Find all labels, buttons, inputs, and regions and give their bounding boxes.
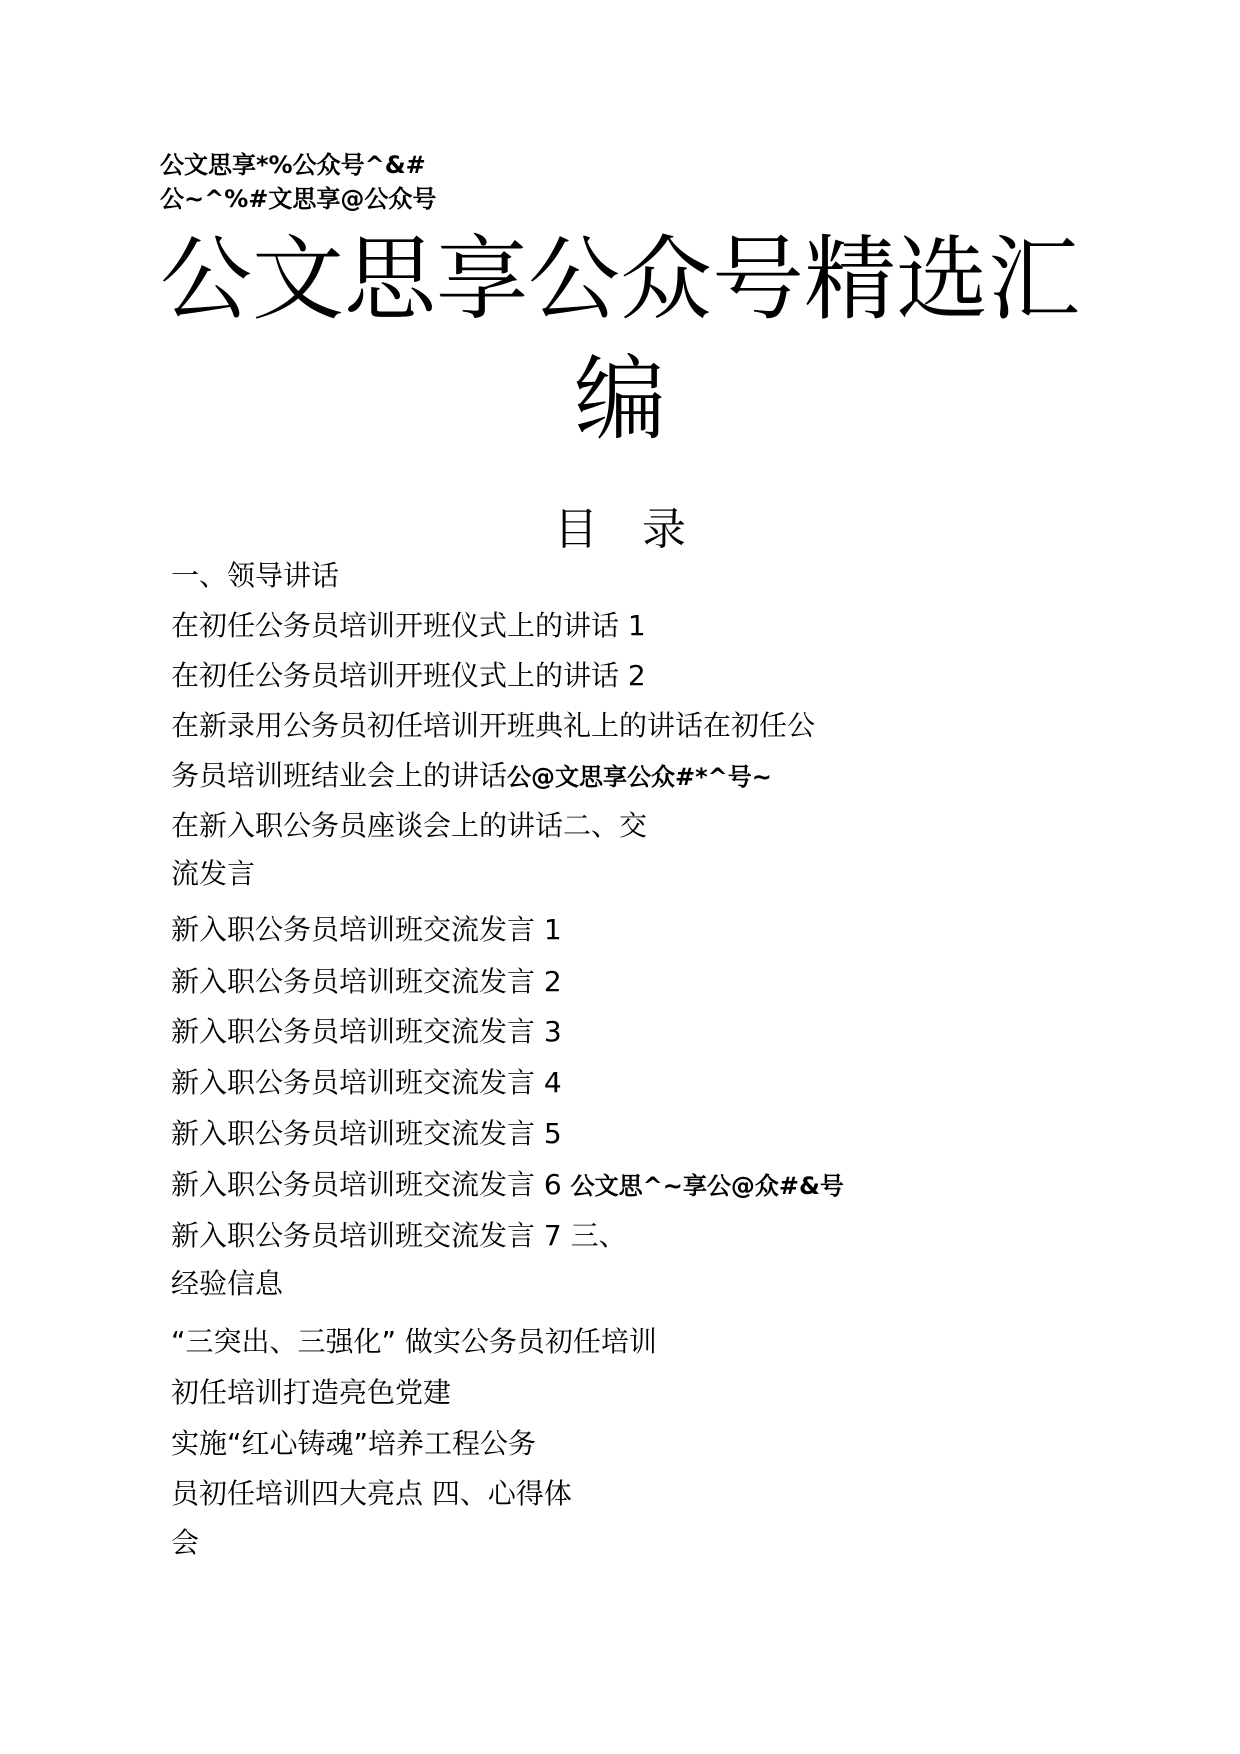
header-watermark-line2: 公~^%#文思享@公众号 <box>160 185 437 213</box>
toc-item: 新入职公务员培训班交流发言 2 <box>171 965 562 998</box>
toc-item: 实施“红心铸魂”培养工程公务 <box>171 1427 537 1460</box>
toc-item: 员初任培训四大亮点 四、心得体 <box>171 1477 572 1510</box>
toc-item <box>171 756 772 797</box>
document-title-line1: 公文思享公众号精选汇 <box>159 226 1080 333</box>
toc-heading: 目 录 <box>554 504 686 555</box>
toc-item: 新入职公务员培训班交流发言 1 <box>171 913 562 946</box>
toc-item: 初任培训打造亮色党建 <box>171 1376 452 1409</box>
header-watermark-line1: 公文思享*%公众号^&# <box>160 151 426 179</box>
toc-item: “三突出、三强化” 做实公务员初任培训 <box>171 1325 657 1358</box>
toc-item <box>171 1165 844 1206</box>
inline-watermark: 公@文思享公众#*^号~ <box>507 763 772 791</box>
toc-item: 新入职公务员培训班交流发言 7 三、 <box>171 1219 627 1252</box>
toc-section-heading: 一、领导讲话 <box>171 559 340 592</box>
document-title-line2: 编 <box>573 346 666 453</box>
toc-item-text: 务员培训班结业会上的讲话 <box>171 759 508 792</box>
toc-section-heading: 流发言 <box>171 857 256 890</box>
toc-item-text: 新入职公务员培训班交流发言 6 <box>171 1168 562 1201</box>
toc-item: 新入职公务员培训班交流发言 3 <box>171 1015 562 1048</box>
toc-item: 在新录用公务员初任培训开班典礼上的讲话在初任公 <box>171 709 816 742</box>
toc-section-heading: 经验信息 <box>171 1267 284 1300</box>
toc-item: 新入职公务员培训班交流发言 5 <box>171 1117 562 1150</box>
toc-item: 新入职公务员培训班交流发言 4 <box>171 1066 562 1099</box>
toc-item: 在新入职公务员座谈会上的讲话二、交 <box>171 809 648 842</box>
inline-watermark: 公文思^~享公@众#&号 <box>570 1172 844 1200</box>
toc-item: 在初任公务员培训开班仪式上的讲话 1 <box>171 609 646 642</box>
toc-item: 在初任公务员培训开班仪式上的讲话 2 <box>171 659 646 692</box>
toc-section-heading: 会 <box>171 1526 200 1559</box>
